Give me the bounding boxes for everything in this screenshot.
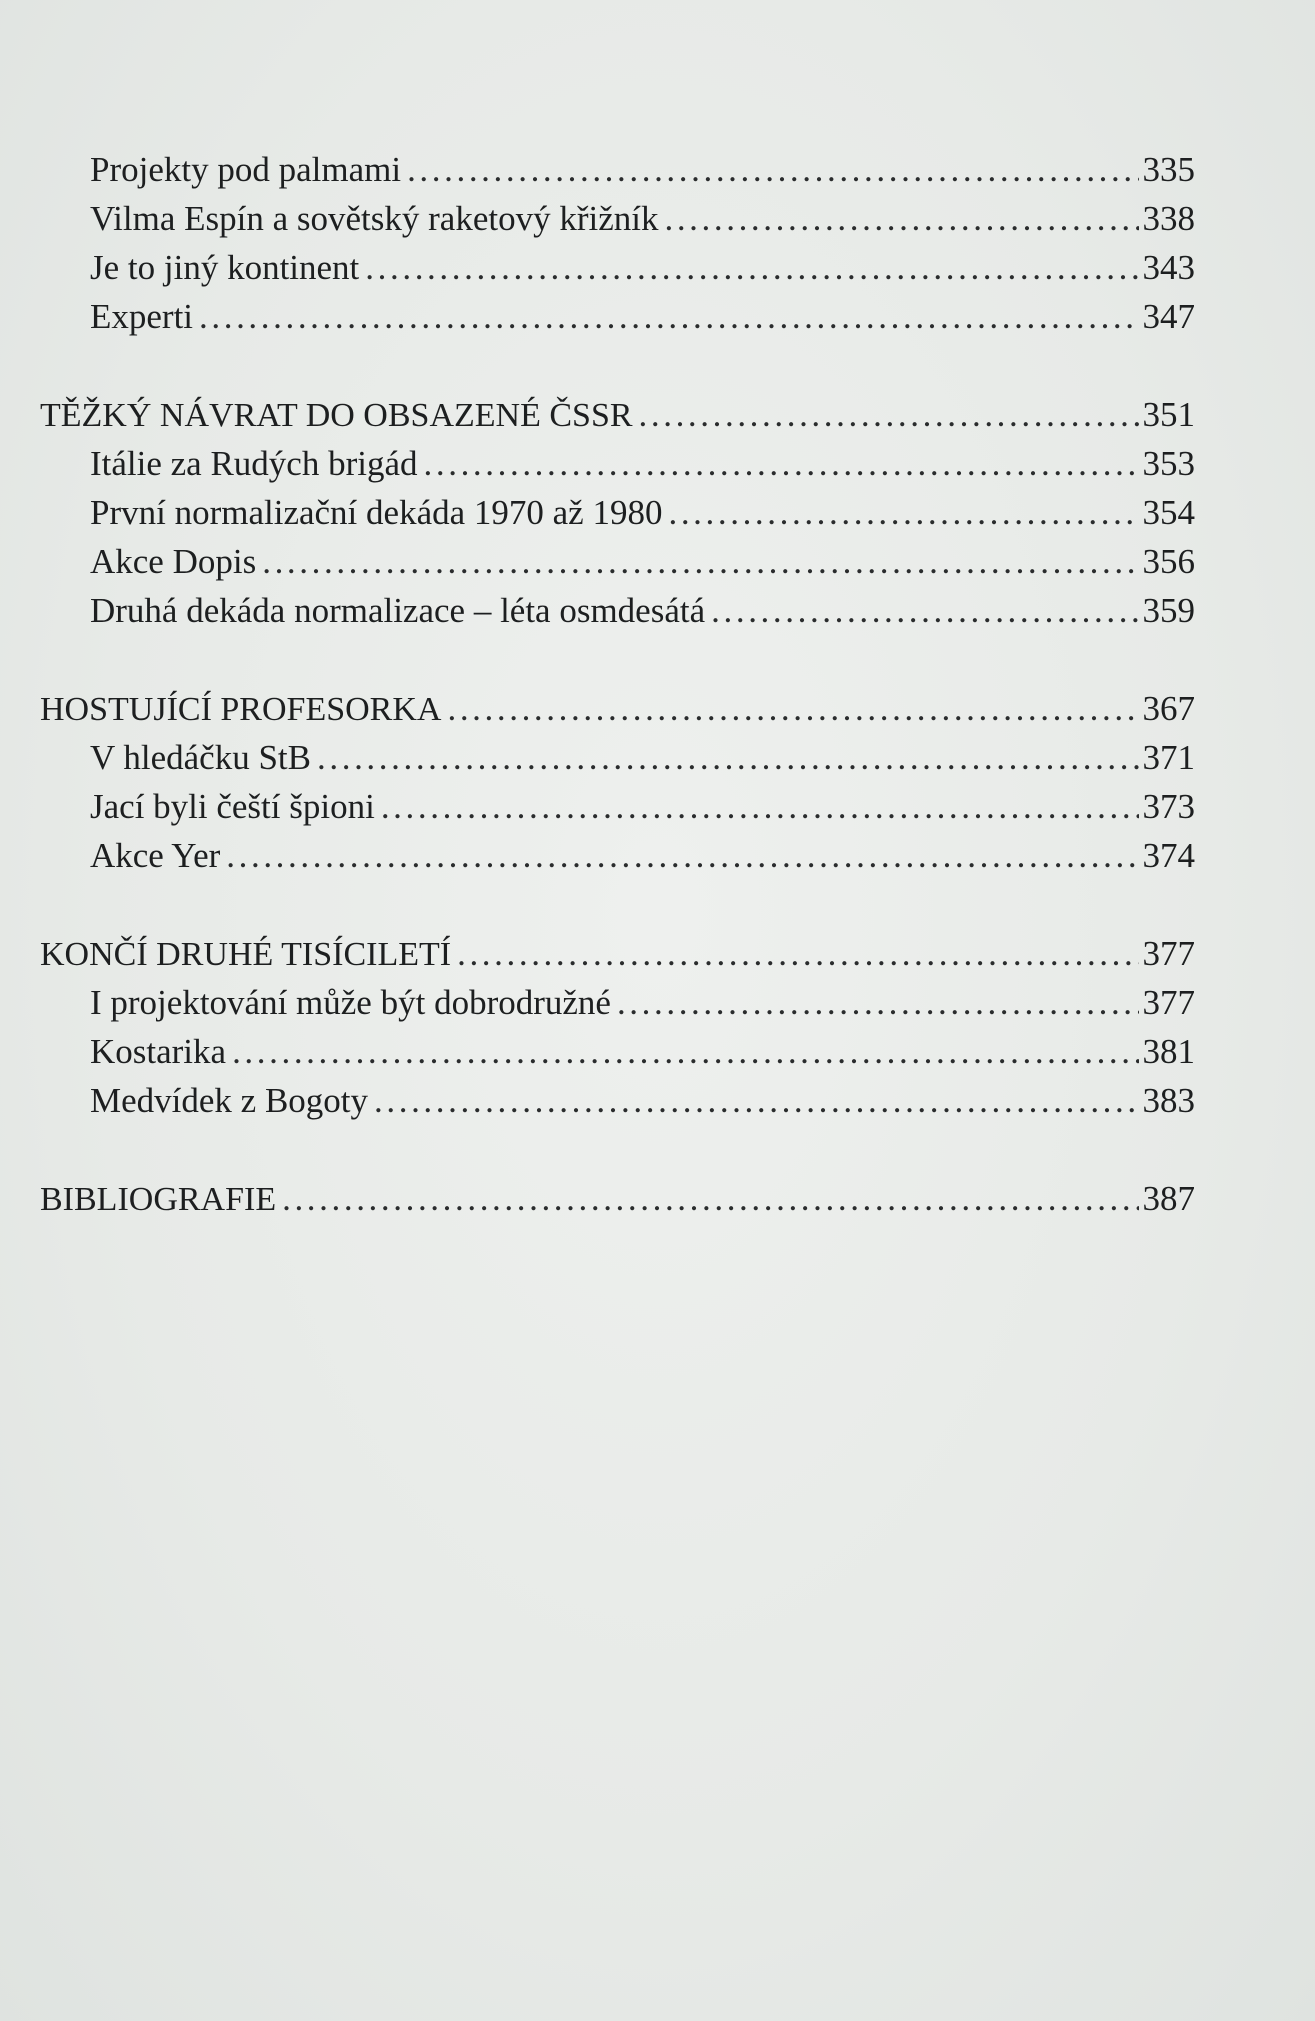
dot-leader — [374, 1076, 1138, 1125]
toc-entry-title: Je to jiný kontinent — [90, 248, 360, 287]
toc-entry-title: Medvídek z Bogoty — [90, 1081, 369, 1120]
toc-chapter — [40, 684, 1195, 733]
toc-entry — [40, 1076, 1195, 1125]
toc-entry-title: V hledáčku StB — [90, 738, 312, 777]
toc-entry — [40, 586, 1195, 635]
toc-entry — [40, 292, 1195, 341]
toc-entry — [40, 439, 1195, 488]
dot-leader — [317, 733, 1138, 782]
toc-entry — [40, 537, 1195, 586]
toc-entry-title: Jací byli čeští špioni — [90, 787, 375, 826]
toc-entry-page: 374 — [1142, 836, 1195, 875]
toc-entry-title: Experti — [90, 297, 194, 336]
dot-leader — [639, 390, 1139, 439]
toc-entry-page: 371 — [1142, 738, 1195, 777]
toc-entry — [40, 1027, 1195, 1076]
toc-entry-page: 373 — [1142, 787, 1195, 826]
dot-leader — [232, 1027, 1138, 1076]
toc-entry-page: 353 — [1142, 444, 1195, 483]
toc-entry-page: 347 — [1142, 297, 1195, 336]
toc-entry-page: 356 — [1142, 542, 1195, 581]
toc-entry — [40, 831, 1195, 880]
toc-entry-title: I projektování může být dobrodružné — [90, 983, 611, 1022]
toc-chapter-page: 351 — [1142, 395, 1195, 434]
toc-entry — [40, 194, 1195, 243]
toc-chapter-page: 377 — [1142, 934, 1195, 973]
toc-entry-page: 359 — [1142, 591, 1195, 630]
dot-leader — [447, 684, 1138, 733]
dot-leader — [424, 439, 1139, 488]
dot-leader — [407, 145, 1138, 194]
toc-entry-title: Akce Dopis — [90, 542, 257, 581]
toc-entry — [40, 243, 1195, 292]
toc-entry-title: Itálie za Rudých brigád — [90, 444, 418, 483]
toc-entry-title: Akce Yer — [90, 836, 221, 875]
toc-chapter-title: TĚŽKÝ NÁVRAT DO OBSAZENÉ ČSSR — [40, 397, 633, 434]
toc-entry — [40, 782, 1195, 831]
dot-leader — [282, 1174, 1138, 1223]
toc-entry-title: Druhá dekáda normalizace – léta osmdesátá — [90, 591, 706, 630]
toc-chapter — [40, 390, 1195, 439]
dot-leader — [617, 978, 1139, 1027]
toc-entry-title: Kostarika — [90, 1032, 227, 1071]
toc-entry-title: Projekty pod palmami — [90, 150, 402, 189]
dot-leader — [668, 488, 1138, 537]
dot-leader — [711, 586, 1138, 635]
toc-entry-title: První normalizační dekáda 1970 až 1980 — [90, 493, 663, 532]
toc-chapter-page: 387 — [1142, 1179, 1195, 1218]
dot-leader — [457, 929, 1138, 978]
toc-entry-page: 338 — [1142, 199, 1195, 238]
toc-entry-page: 343 — [1142, 248, 1195, 287]
dot-leader — [365, 243, 1138, 292]
dot-leader — [664, 194, 1138, 243]
toc-chapter — [40, 929, 1195, 978]
toc-chapter-page: 367 — [1142, 689, 1195, 728]
toc-chapter-title: BIBLIOGRAFIE — [40, 1181, 277, 1218]
toc-entry-page: 335 — [1142, 150, 1195, 189]
toc-chapter-title: HOSTUJÍCÍ PROFESORKA — [40, 691, 442, 728]
toc-entry-title: Vilma Espín a sovětský raketový křižník — [90, 199, 659, 238]
toc-entry — [40, 145, 1195, 194]
toc-chapter-title: KONČÍ DRUHÉ TISÍCILETÍ — [40, 936, 452, 973]
dot-leader — [199, 292, 1138, 341]
table-of-contents — [40, 145, 1195, 1223]
dot-leader — [262, 537, 1138, 586]
toc-entry-page: 381 — [1142, 1032, 1195, 1071]
dot-leader — [226, 831, 1138, 880]
toc-entry-page: 383 — [1142, 1081, 1195, 1120]
toc-entry — [40, 978, 1195, 1027]
toc-entry-page: 377 — [1142, 983, 1195, 1022]
toc-chapter — [40, 1174, 1195, 1223]
toc-entry — [40, 488, 1195, 537]
dot-leader — [381, 782, 1139, 831]
toc-entry-page: 354 — [1142, 493, 1195, 532]
toc-entry — [40, 733, 1195, 782]
